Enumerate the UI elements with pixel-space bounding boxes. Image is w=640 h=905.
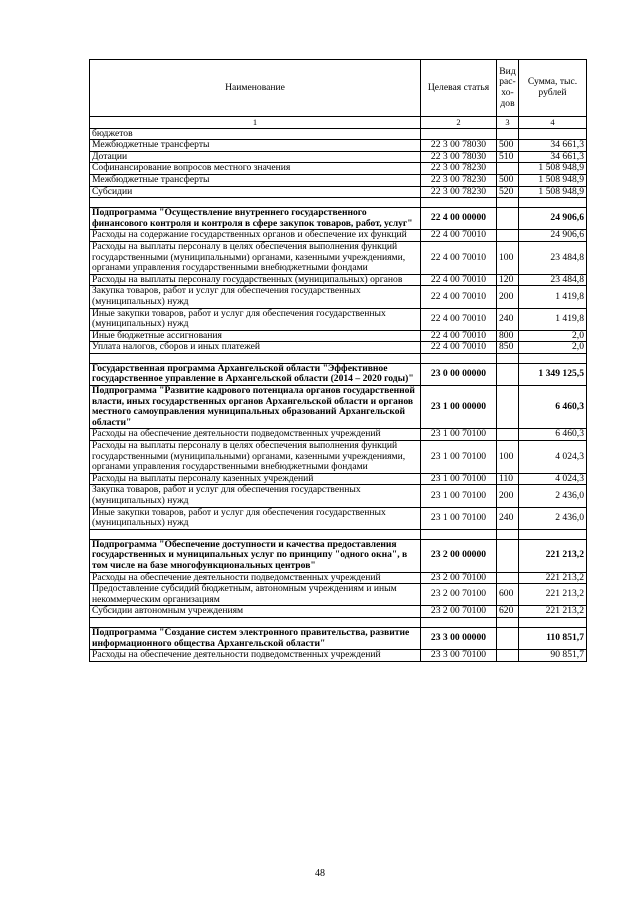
row-code: 22 3 00 78230	[421, 174, 497, 186]
row-sum: 34 661,3	[519, 151, 587, 163]
row-name: Расходы на обеспечение деятельности подведомственных учреждений	[90, 650, 421, 662]
table-row	[90, 174, 587, 186]
spacer-row	[90, 353, 587, 363]
row-name: Государственная программа Архангельской области "Эффективное государственное управление в Архангельской области (2014 – 2020 годы)"	[90, 363, 421, 385]
row-name: Межбюджетные трансферты	[90, 140, 421, 152]
row-name	[90, 353, 421, 363]
row-sum: 2 436,0	[519, 507, 587, 529]
table-row	[90, 473, 587, 485]
row-name	[90, 617, 421, 627]
row-code: 22 4 00 70010	[421, 342, 497, 354]
row-name	[90, 198, 421, 208]
table-row	[90, 485, 587, 507]
table-row	[90, 650, 587, 662]
row-name: Дотации	[90, 151, 421, 163]
row-sum: 23 484,8	[519, 274, 587, 286]
table-row	[90, 507, 587, 529]
table-row	[90, 274, 587, 286]
row-code: 22 4 00 70010	[421, 274, 497, 286]
row-code: 22 4 00 70010	[421, 230, 497, 242]
table-body	[90, 128, 587, 661]
row-kind	[497, 539, 519, 572]
row-sum: 4 024,3	[519, 473, 587, 485]
table-row	[90, 441, 587, 474]
table-row	[90, 584, 587, 606]
row-code: 23 3 00 00000	[421, 627, 497, 649]
row-code: 22 4 00 70010	[421, 330, 497, 342]
table-row	[90, 627, 587, 649]
row-kind	[497, 650, 519, 662]
row-kind: 100	[497, 441, 519, 474]
spacer-row	[90, 198, 587, 208]
row-kind: 120	[497, 274, 519, 286]
row-code: 22 3 00 78030	[421, 151, 497, 163]
table-row	[90, 539, 587, 572]
row-kind: 200	[497, 485, 519, 507]
row-sum: 221 213,2	[519, 584, 587, 606]
row-code: 22 4 00 70010	[421, 286, 497, 308]
row-kind	[497, 353, 519, 363]
row-sum: 90 851,7	[519, 650, 587, 662]
page-number: 48	[315, 868, 325, 879]
row-code: 23 1 00 70100	[421, 507, 497, 529]
row-code: 23 1 00 70100	[421, 473, 497, 485]
row-name: Подпрограмма "Развитие кадрового потенциала органов государственной власти, иных государственных органов Архангельской области и органов местного самоуправления муниципальных образований Архангельской области"	[90, 386, 421, 429]
row-kind: 620	[497, 606, 519, 618]
table-row	[90, 429, 587, 441]
column-number: 3	[497, 117, 519, 129]
row-code: 22 3 00 78230	[421, 163, 497, 175]
row-kind: 800	[497, 330, 519, 342]
row-sum: 23 484,8	[519, 241, 587, 274]
table-row	[90, 330, 587, 342]
column-number: 1	[90, 117, 421, 129]
row-kind	[497, 572, 519, 584]
column-number: 2	[421, 117, 497, 129]
row-code: 22 3 00 78230	[421, 186, 497, 198]
row-code: 22 4 00 70010	[421, 241, 497, 274]
row-name: Расходы на содержание государственных органов и обеспечение их функций	[90, 230, 421, 242]
table-row	[90, 230, 587, 242]
row-code: 22 4 00 70010	[421, 308, 497, 330]
row-name: Расходы на обеспечение деятельности подведомственных учреждений	[90, 572, 421, 584]
row-name: Софинансирование вопросов местного значения	[90, 163, 421, 175]
row-name: Иные закупки товаров, работ и услуг для обеспечения государственных (муниципальных) нужд	[90, 308, 421, 330]
row-kind: 110	[497, 473, 519, 485]
table-row	[90, 140, 587, 152]
row-kind: 520	[497, 186, 519, 198]
row-kind	[497, 198, 519, 208]
row-kind	[497, 386, 519, 429]
row-kind	[497, 617, 519, 627]
row-code: 23 2 00 70100	[421, 584, 497, 606]
table-row	[90, 606, 587, 618]
row-sum: 2,0	[519, 330, 587, 342]
column-number-row	[90, 117, 587, 129]
row-kind	[497, 208, 519, 230]
table-row	[90, 241, 587, 274]
row-sum	[519, 198, 587, 208]
row-name: Расходы на обеспечение деятельности подведомственных учреждений	[90, 429, 421, 441]
row-name: Подпрограмма "Осуществление внутреннего государственного финансового контроля и контроля в сфере закупок товаров, работ, услуг"	[90, 208, 421, 230]
row-name: Субсидии	[90, 186, 421, 198]
row-code	[421, 529, 497, 539]
row-sum: 2 436,0	[519, 485, 587, 507]
row-sum: 221 213,2	[519, 606, 587, 618]
row-code: 23 1 00 00000	[421, 386, 497, 429]
column-number: 4	[519, 117, 587, 129]
row-sum: 24 906,6	[519, 230, 587, 242]
header-row	[90, 60, 587, 117]
row-name: Закупка товаров, работ и услуг для обеспечения государственных (муниципальных) нужд	[90, 286, 421, 308]
row-sum: 4 024,3	[519, 441, 587, 474]
header-kind: Вид рас- хо- дов	[497, 60, 519, 117]
row-sum: 1 419,8	[519, 286, 587, 308]
row-sum	[519, 353, 587, 363]
row-sum: 1 349 125,5	[519, 363, 587, 385]
row-sum: 6 460,3	[519, 386, 587, 429]
row-name: Межбюджетные трансферты	[90, 174, 421, 186]
row-name: Иные закупки товаров, работ и услуг для обеспечения государственных (муниципальных) нужд	[90, 507, 421, 529]
row-kind	[497, 230, 519, 242]
row-kind	[497, 363, 519, 385]
row-code: 23 2 00 00000	[421, 539, 497, 572]
row-name: Закупка товаров, работ и услуг для обеспечения государственных (муниципальных) нужд	[90, 485, 421, 507]
row-name: Субсидии автономным учреждениям	[90, 606, 421, 618]
budget-table	[89, 59, 587, 662]
table-row	[90, 572, 587, 584]
row-name: Подпрограмма "Обеспечение доступности и качества предоставления государственных и муниципальных услуг по принципу "одного окна", в том числе на базе многофункциональных центров"	[90, 539, 421, 572]
row-kind: 510	[497, 151, 519, 163]
row-sum: 110 851,7	[519, 627, 587, 649]
row-name: Иные бюджетные ассигнования	[90, 330, 421, 342]
row-name: Расходы на выплаты персоналу казенных учреждений	[90, 473, 421, 485]
row-sum	[519, 128, 587, 140]
table-row	[90, 386, 587, 429]
row-name: Уплата налогов, сборов и иных платежей	[90, 342, 421, 354]
row-name: Расходы на выплаты персоналу в целях обеспечения выполнения функций государственными (муниципальными) органами, казенными учреждениями, органами управления государственными внебюджетными фондами	[90, 441, 421, 474]
row-name: Подпрограмма "Создание систем электронного правительства, развитие информационного общества Архангельской области"	[90, 627, 421, 649]
row-sum: 221 213,2	[519, 539, 587, 572]
row-kind: 100	[497, 241, 519, 274]
row-kind: 500	[497, 174, 519, 186]
row-sum: 1 508 948,9	[519, 174, 587, 186]
row-code: 22 4 00 00000	[421, 208, 497, 230]
header-code: Целевая статья	[421, 60, 497, 117]
row-kind: 240	[497, 308, 519, 330]
row-kind: 240	[497, 507, 519, 529]
table-row	[90, 342, 587, 354]
row-sum: 221 213,2	[519, 572, 587, 584]
table-row	[90, 363, 587, 385]
table-row	[90, 286, 587, 308]
row-name: Предоставление субсидий бюджетным, автономным учреждениям и иным некоммерческим организациям	[90, 584, 421, 606]
row-code: 22 3 00 78030	[421, 140, 497, 152]
row-code	[421, 617, 497, 627]
row-kind	[497, 163, 519, 175]
row-sum: 6 460,3	[519, 429, 587, 441]
row-sum: 1 419,8	[519, 308, 587, 330]
row-code	[421, 353, 497, 363]
row-sum: 2,0	[519, 342, 587, 354]
row-code	[421, 198, 497, 208]
header-name: Наименование	[90, 60, 421, 117]
header-sum: Сумма, тыс. рублей	[519, 60, 587, 117]
row-sum: 24 906,6	[519, 208, 587, 230]
row-code: 23 1 00 70100	[421, 485, 497, 507]
row-kind	[497, 627, 519, 649]
row-kind: 600	[497, 584, 519, 606]
row-kind: 200	[497, 286, 519, 308]
row-name: бюджетов	[90, 128, 421, 140]
row-name: Расходы на выплаты персоналу в целях обеспечения выполнения функций государственными (муниципальными) органами, казенными учреждениями, органами управления государственными внебюджетными фондами	[90, 241, 421, 274]
row-sum	[519, 617, 587, 627]
row-code	[421, 128, 497, 140]
row-kind: 850	[497, 342, 519, 354]
table-row	[90, 208, 587, 230]
row-code: 23 0 00 00000	[421, 363, 497, 385]
row-sum: 34 661,3	[519, 140, 587, 152]
row-code: 23 3 00 70100	[421, 650, 497, 662]
row-name: Расходы на выплаты персоналу государственных (муниципальных) органов	[90, 274, 421, 286]
row-code: 23 2 00 70100	[421, 572, 497, 584]
row-sum: 1 508 948,9	[519, 163, 587, 175]
row-code: 23 1 00 70100	[421, 429, 497, 441]
row-name	[90, 529, 421, 539]
row-sum	[519, 529, 587, 539]
table-row	[90, 163, 587, 175]
table-row	[90, 151, 587, 163]
table-row	[90, 186, 587, 198]
table-row	[90, 308, 587, 330]
spacer-row	[90, 529, 587, 539]
row-sum: 1 508 948,9	[519, 186, 587, 198]
row-kind	[497, 128, 519, 140]
row-kind: 500	[497, 140, 519, 152]
spacer-row	[90, 617, 587, 627]
row-code: 23 2 00 70100	[421, 606, 497, 618]
table-row	[90, 128, 587, 140]
row-kind	[497, 529, 519, 539]
row-code: 23 1 00 70100	[421, 441, 497, 474]
row-kind	[497, 429, 519, 441]
